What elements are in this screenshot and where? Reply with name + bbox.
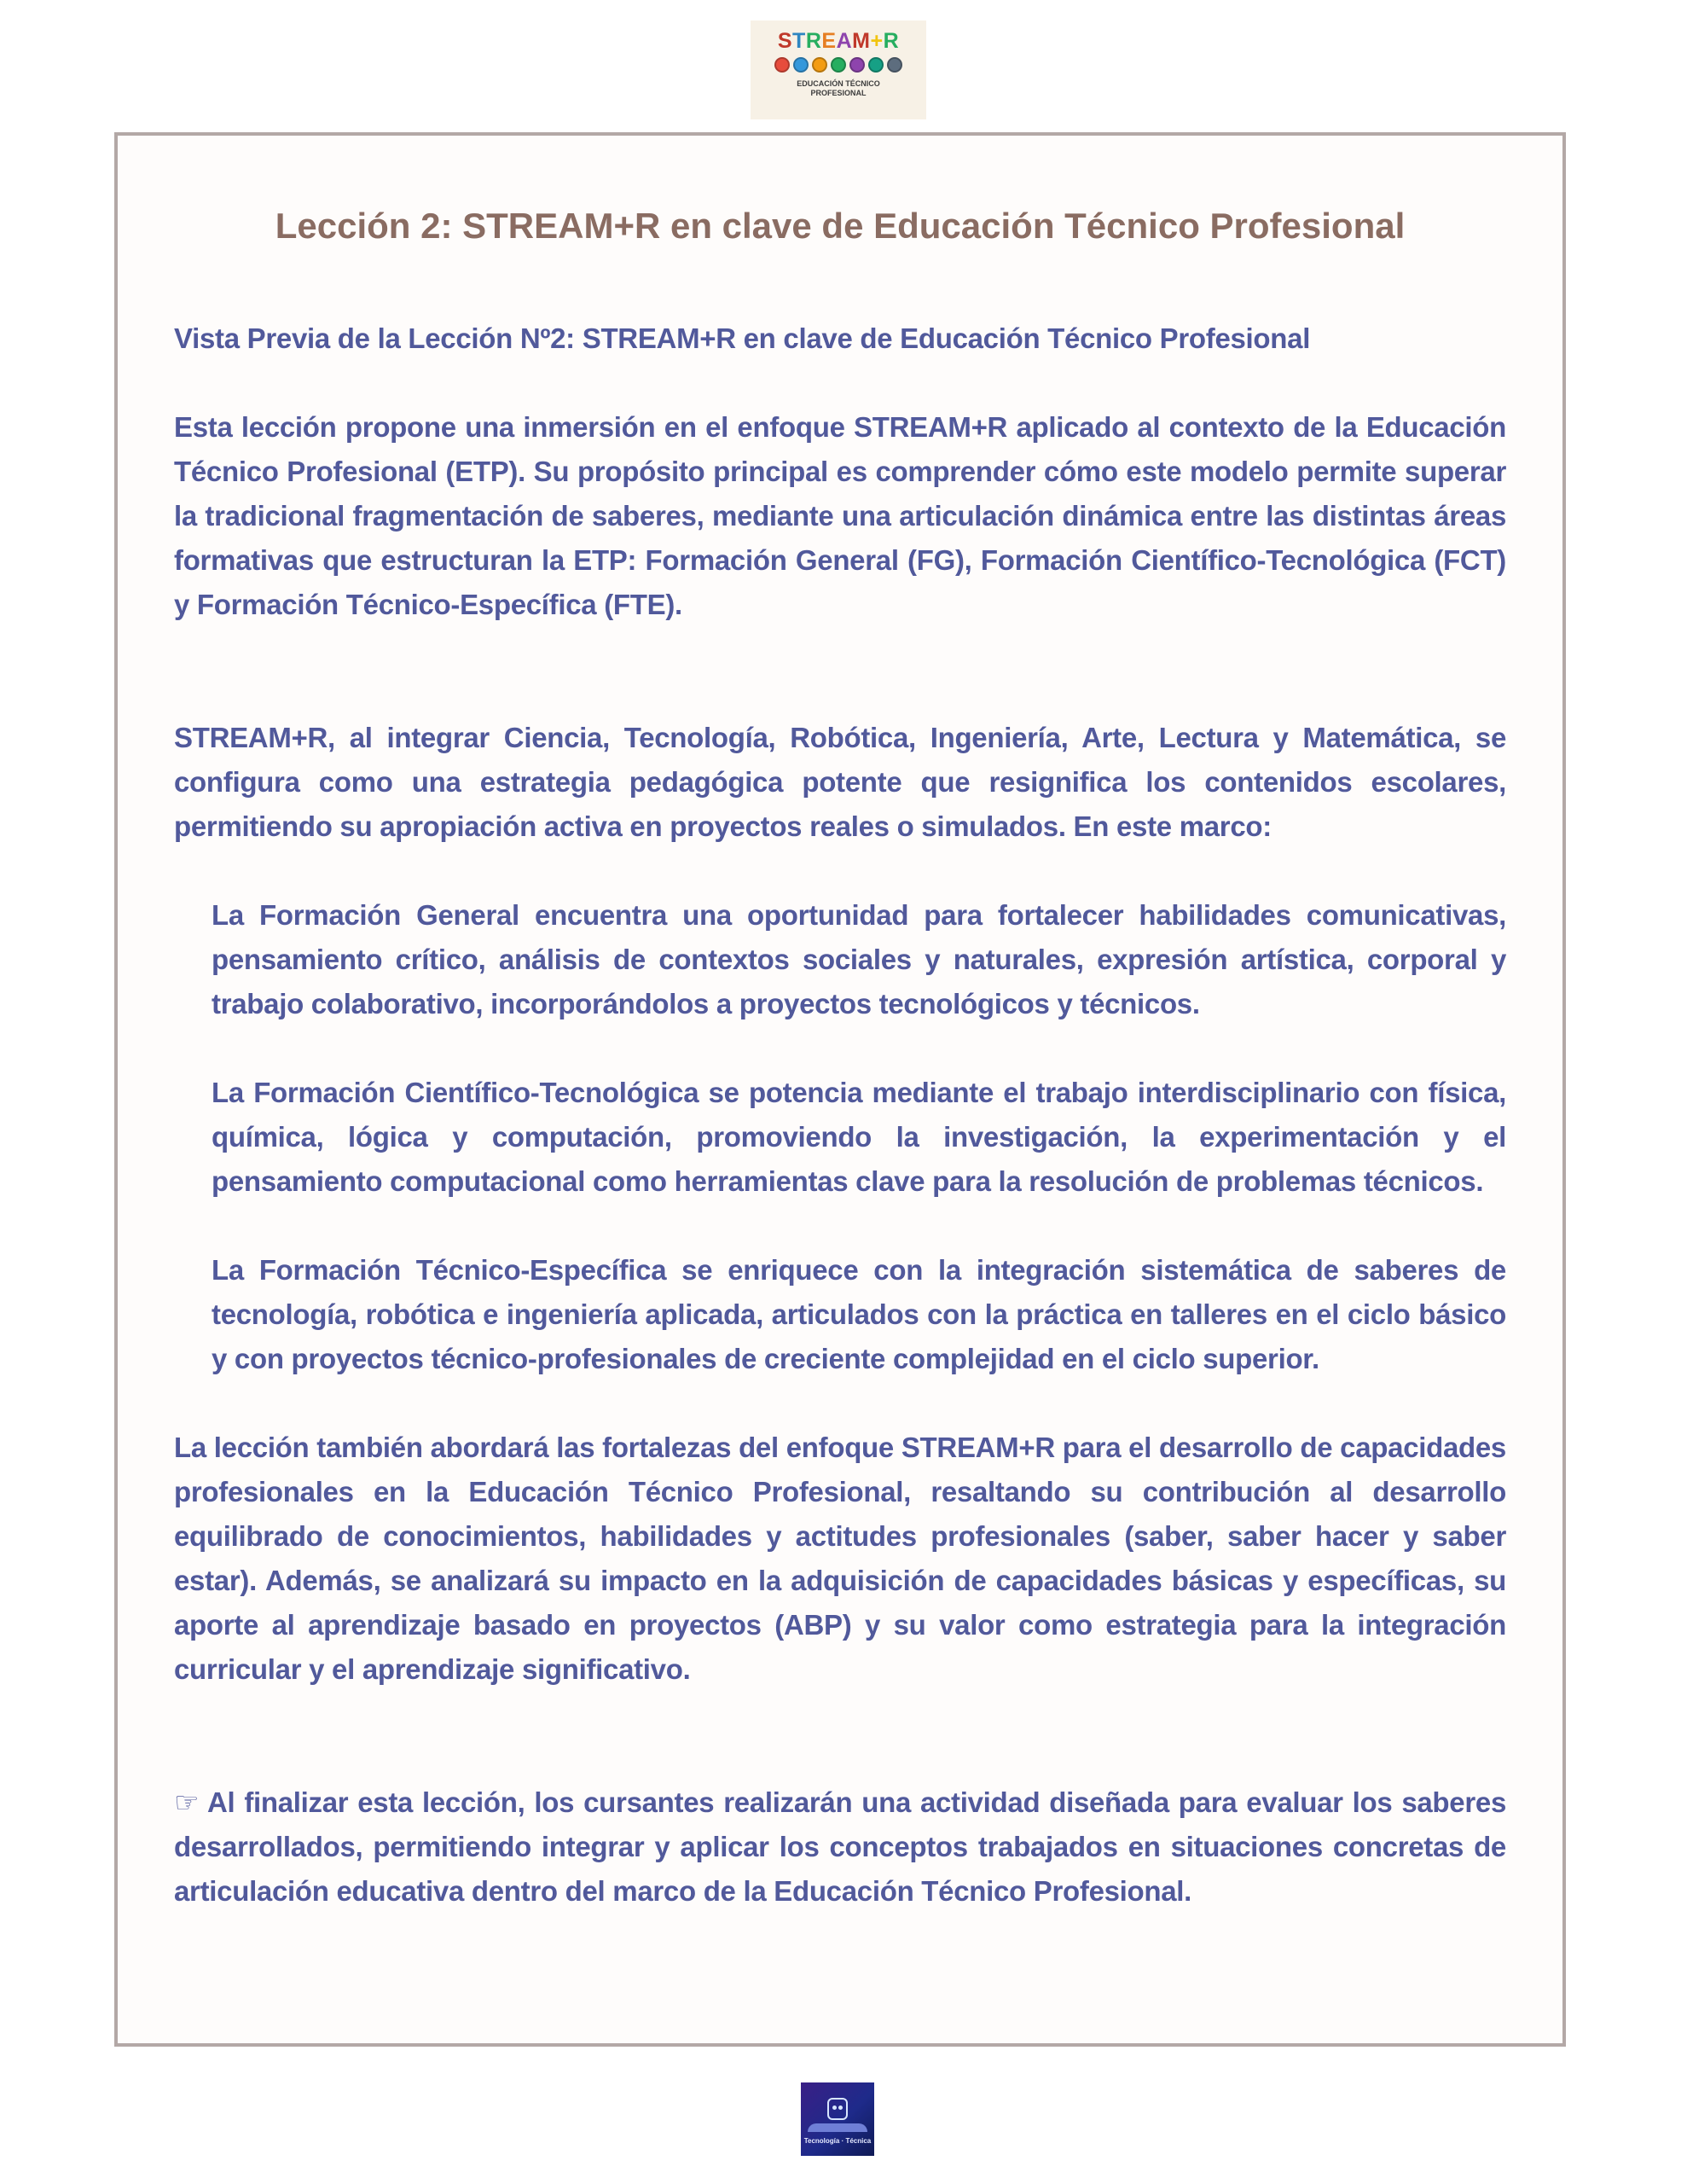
closing-paragraph	[174, 1780, 1506, 1914]
document-frame	[114, 132, 1566, 2047]
lesson-subtitle: Vista Previa de la Lección Nº2: STREAM+R en clave de Educación Técnico Profesional	[174, 322, 1311, 354]
formation-item-general: La Formación General encuentra una oportunidad para fortalecer habilidades comunicativas, pensamiento crítico, análisis de contextos sociales y naturales, expresión artística, corporal y trabajo colaborativo, incorporándolos a proyectos tecnológicos y técnicos.	[212, 899, 1506, 1019]
closing-text: Al finalizar esta lección, los cursantes realizarán una actividad diseñada para evaluar los saberes desarrollados, permitiendo integrar y aplicar los conceptos trabajados en situaciones concretas de articulación educativa dentro del marco de la Educación Técnico Profesional.	[174, 1786, 1506, 1907]
robotics-icon	[812, 57, 827, 73]
tecnologia-tecnica-logo	[801, 2082, 874, 2156]
footer-logo-caption: Tecnología · Técnica	[803, 2137, 872, 2145]
logo-subtitle: EDUCACIÓN TÉCNICO PROFESIONAL	[797, 79, 880, 97]
logo-brand-text: STREAM+R	[777, 29, 900, 53]
reading-icon	[887, 57, 902, 73]
robot-icon	[827, 2098, 848, 2120]
strengths-paragraph: La lección también abordará las fortalezas del enfoque STREAM+R para el desarrollo de capacidades profesionales en la Educación Técnico Profesional, resaltando su contribución al desarrollo equilibrado de conocimientos, habilidades y actitudes profesionales (saber, saber hacer y saber estar). Además, se analizará su impacto en la adquisición de capacidades básicas y específicas, su aporte al aprendizaje basado en proyectos (ABP) y su valor como estrategia para la integración curricular y el aprendizaje significativo.	[174, 1432, 1506, 1685]
logo-icon-row	[751, 57, 926, 73]
math-icon	[868, 57, 884, 73]
lesson-content	[174, 317, 1506, 1914]
art-icon	[849, 57, 865, 73]
intro-paragraph: Esta lección propone una inmersión en el enfoque STREAM+R aplicado al contexto de la Educación Técnico Profesional (ETP). Su propósito principal es comprender cómo este modelo permite superar la tradicional fragmentación de saberes, mediante una articulación dinámica entre las distintas áreas formativas que estructuran la ETP: Formación General (FG), Formación Científico-Tecnológica (FCT) y Formación Técnico-Específica (FTE).	[174, 411, 1506, 620]
formation-item-scientific: La Formación Científico-Tecnológica se potencia mediante el trabajo interdisciplinario con física, química, lógica y computación, promoviendo la investigación, la experimentación y el pensamiento computacional como herramientas clave para la resolución de problemas técnicos.	[212, 1077, 1506, 1197]
technology-icon	[793, 57, 809, 73]
stream-r-logo	[751, 20, 926, 119]
stream-paragraph: STREAM+R, al integrar Ciencia, Tecnología, Robótica, Ingeniería, Arte, Lectura y Matemática, se configura como una estrategia pedagógica potente que resignifica los contenidos escolares, permitiendo su apropiación activa en proyectos reales o simulados. En este marco:	[174, 722, 1506, 842]
science-icon	[774, 57, 790, 73]
engineering-icon	[831, 57, 846, 73]
pointing-hand-icon: ☞	[174, 1786, 200, 1818]
formation-item-technical: La Formación Técnico-Específica se enriquece con la integración sistemática de saberes de tecnología, robótica e ingeniería aplicada, articulados con la práctica en talleres en el ciclo básico y con proyectos técnico-profesionales de creciente complejidad en el ciclo superior.	[212, 1254, 1506, 1374]
page-title: Lección 2: STREAM+R en clave de Educación Técnico Profesional	[275, 206, 1406, 246]
